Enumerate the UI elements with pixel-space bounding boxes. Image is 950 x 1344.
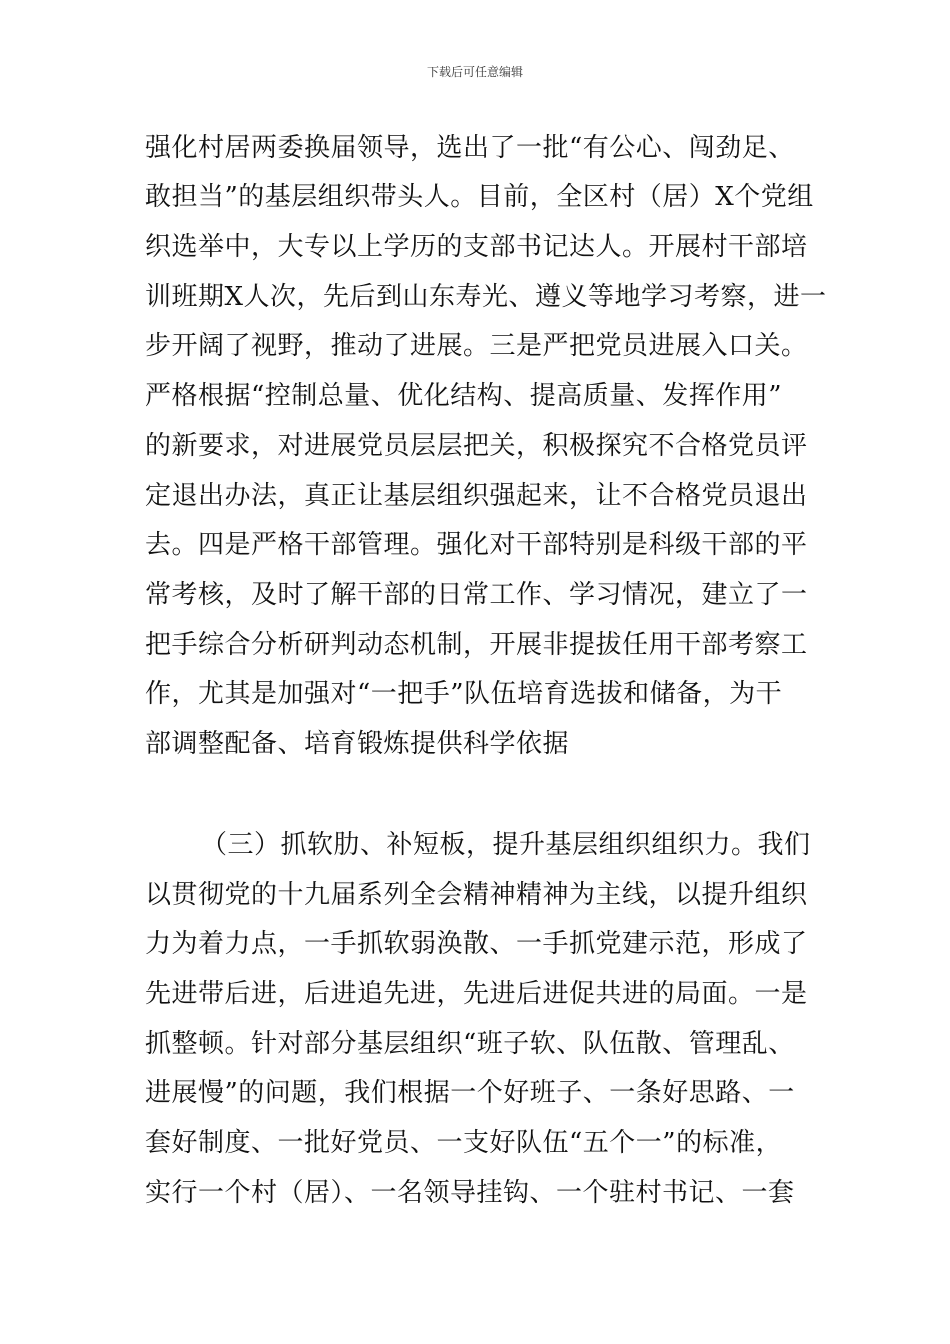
text-line: （三）抓软肋、补短板，提升基层组织组织力。我们 xyxy=(201,830,811,860)
text-line: 定退出办法，真正让基层组织强起来，让不合格党员退出 xyxy=(145,481,808,511)
text-line: 训班期X人次，先后到山东寿光、遵义等地学习考察，进一 xyxy=(145,282,827,312)
text-line: 以贯彻党的十九届系列全会精神精神为主线，以提升组织 xyxy=(145,880,808,910)
text-line: 实行一个村（居）、一名领导挂钩、一个驻村书记、一套 xyxy=(145,1178,795,1208)
text-line: 先进带后进，后进追先进，先进后进促共进的局面。一是 xyxy=(145,979,808,1009)
text-line: 敢担当”的基层组织带头人。目前，全区村（居）X个党组 xyxy=(145,182,814,212)
text-line: 的新要求，对进展党员层层把关，积极探究不合格党员评 xyxy=(145,431,808,461)
text-line: 步开阔了视野，推动了进展。三是严把党员进展入口关。 xyxy=(145,331,808,361)
text-line: 严格根据“控制总量、优化结构、提高质量、发挥作用” xyxy=(145,381,783,411)
text-line: 套好制度、一批好党员、一支好队伍“五个一”的标准， xyxy=(145,1128,783,1158)
text-line: 把手综合分析研判动态机制，开展非提拔任用干部考察工 xyxy=(145,630,808,660)
text-line: 力为着力点，一手抓软弱涣散、一手抓党建示范，形成了 xyxy=(145,929,808,959)
text-line: 部调整配备、培育锻炼提供科学依据 xyxy=(145,729,570,759)
text-line: 抓整顿。针对部分基层组织“班子软、队伍散、管理乱、 xyxy=(145,1029,795,1059)
page-header: 下载后可任意编辑 xyxy=(426,65,523,79)
text-line: 进展慢”的问题，我们根据一个好班子、一条好思路、一 xyxy=(145,1078,795,1108)
text-line: 去。四是严格干部管理。强化对干部特别是科级干部的平 xyxy=(145,530,808,560)
text-line: 强化村居两委换届领导，选出了一批“有公心、闯劲足、 xyxy=(145,133,795,163)
text-line: 常考核，及时了解干部的日常工作、学习情况，建立了一 xyxy=(145,580,808,610)
text-line: 作，尤其是加强对“一把手”队伍培育选拔和储备，为干 xyxy=(145,679,783,709)
text-line: 织选举中，大专以上学历的支部书记达人。开展村干部培 xyxy=(145,232,808,262)
